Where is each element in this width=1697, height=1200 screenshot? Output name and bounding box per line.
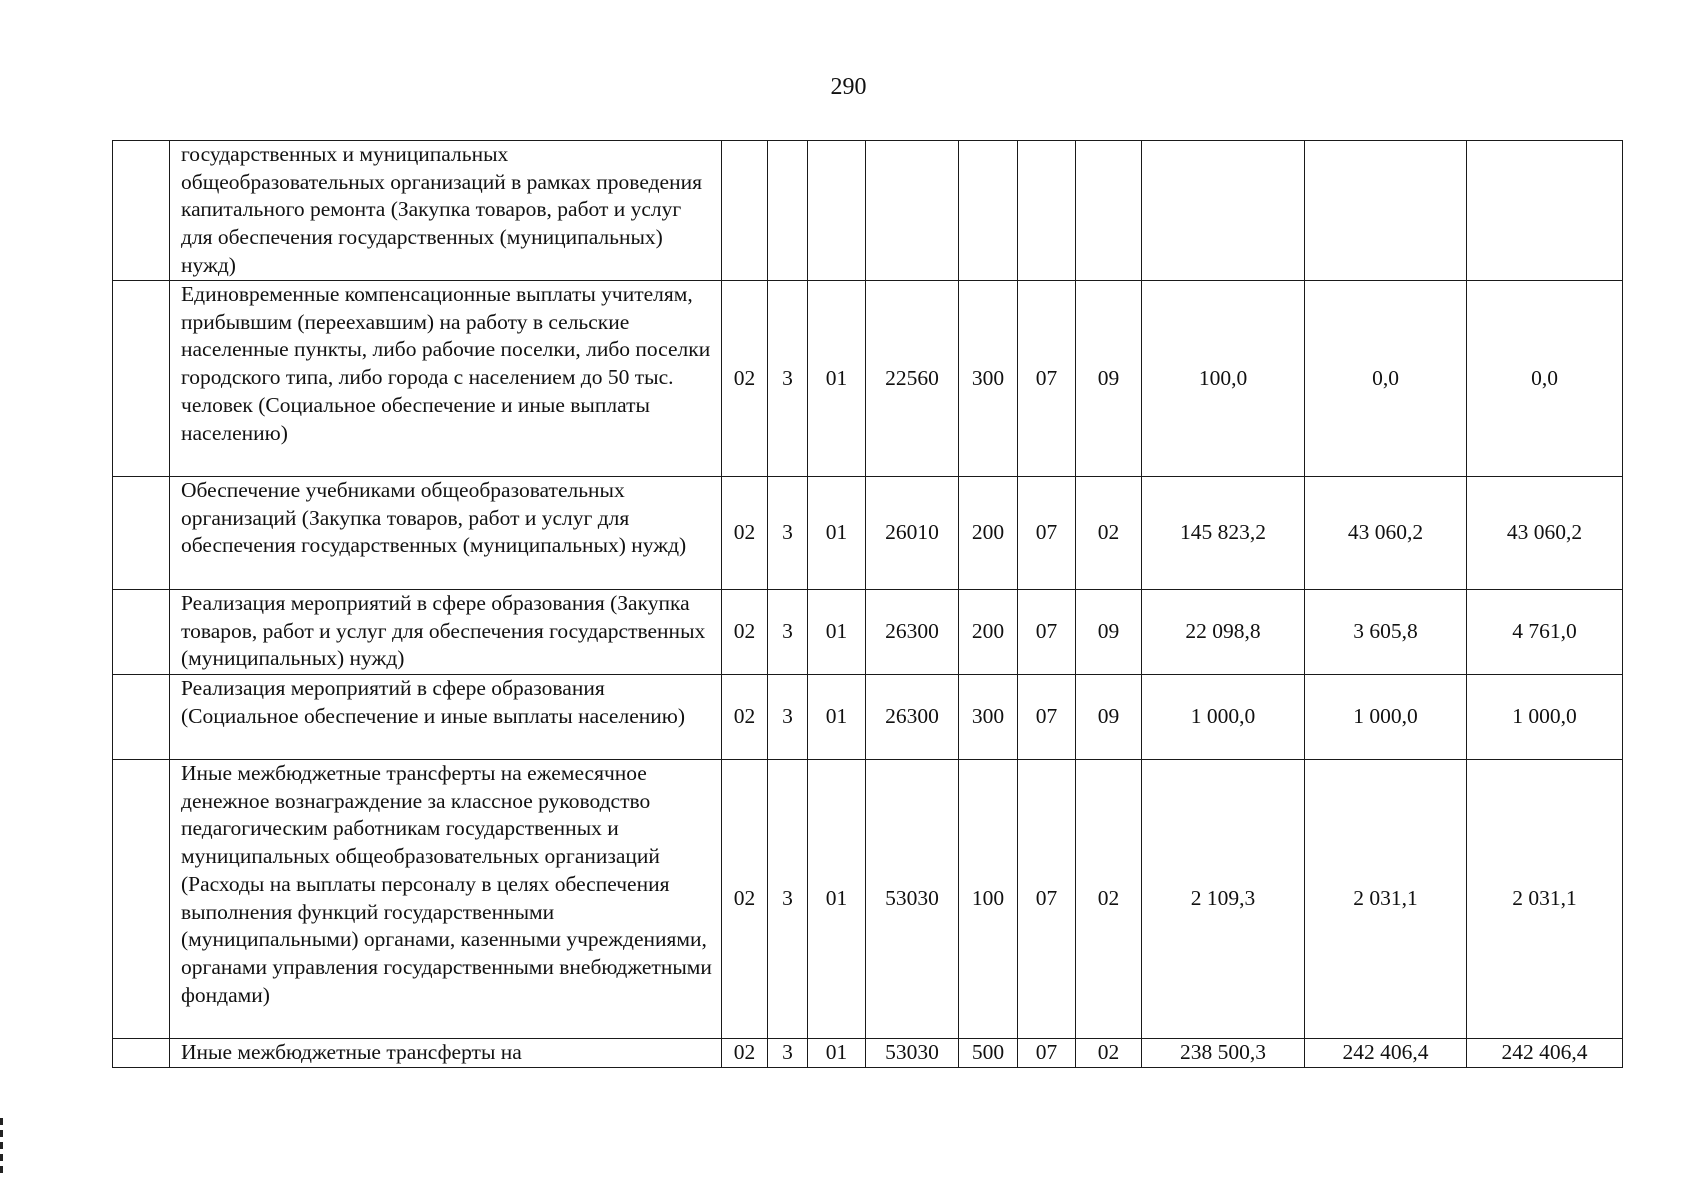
- subsection-code-cell: 02: [1076, 1039, 1142, 1068]
- row-number-cell: [113, 477, 170, 590]
- page-number: 290: [830, 74, 867, 100]
- row-number-cell: [113, 675, 170, 760]
- table-row: [113, 760, 1623, 1039]
- section-code-cell: 07: [1018, 590, 1076, 675]
- direction-code-cell: [866, 141, 959, 281]
- program-code-cell: 02: [722, 477, 768, 590]
- direction-code-cell: 53030: [866, 760, 959, 1039]
- program-code-cell: 02: [722, 590, 768, 675]
- subsection-code-cell: 09: [1076, 675, 1142, 760]
- direction-code-cell: 26300: [866, 590, 959, 675]
- section-code-cell: [1018, 141, 1076, 281]
- amount-year3-cell: [1467, 141, 1623, 281]
- budget-table-body: [113, 141, 1623, 1068]
- program-code-cell: 02: [722, 675, 768, 760]
- amount-year3-cell: 2 031,1: [1467, 760, 1623, 1039]
- subsection-code-cell: [1076, 141, 1142, 281]
- amount-year1-cell: 238 500,3: [1142, 1039, 1305, 1068]
- expense-type-cell: 200: [959, 477, 1018, 590]
- subprogram-code-cell: 3: [768, 760, 808, 1039]
- subprogram-code-cell: 3: [768, 590, 808, 675]
- section-code-cell: 07: [1018, 760, 1076, 1039]
- program-code-cell: 02: [722, 281, 768, 477]
- section-code-cell: 07: [1018, 675, 1076, 760]
- amount-year2-cell: 2 031,1: [1305, 760, 1467, 1039]
- expense-name-cell: Реализация мероприятий в сфере образования (Социальное обеспечение и иные выплаты населению): [170, 675, 722, 760]
- subprogram-code-cell: [768, 141, 808, 281]
- amount-year2-cell: 242 406,4: [1305, 1039, 1467, 1068]
- expense-name-cell: Иные межбюджетные трансферты на: [170, 1039, 722, 1068]
- amount-year2-cell: 0,0: [1305, 281, 1467, 477]
- expense-type-cell: 200: [959, 590, 1018, 675]
- amount-year2-cell: 1 000,0: [1305, 675, 1467, 760]
- section-code-cell: 07: [1018, 477, 1076, 590]
- row-number-cell: [113, 281, 170, 477]
- amount-year3-cell: 0,0: [1467, 281, 1623, 477]
- event-code-cell: 01: [808, 760, 866, 1039]
- row-number-cell: [113, 141, 170, 281]
- subprogram-code-cell: 3: [768, 477, 808, 590]
- subsection-code-cell: 09: [1076, 590, 1142, 675]
- table-row: [113, 141, 1623, 281]
- expense-name-cell: Обеспечение учебниками общеобразовательных организаций (Закупка товаров, работ и услуг для обеспечения государственных (муниципальных) нужд): [170, 477, 722, 590]
- amount-year3-cell: 43 060,2: [1467, 477, 1623, 590]
- section-code-cell: 07: [1018, 281, 1076, 477]
- scan-edge-marks: [0, 1118, 3, 1178]
- amount-year3-cell: 4 761,0: [1467, 590, 1623, 675]
- program-code-cell: 02: [722, 760, 768, 1039]
- subprogram-code-cell: 3: [768, 1039, 808, 1068]
- row-number-cell: [113, 590, 170, 675]
- expense-type-cell: 300: [959, 281, 1018, 477]
- subprogram-code-cell: 3: [768, 281, 808, 477]
- program-code-cell: [722, 141, 768, 281]
- amount-year1-cell: [1142, 141, 1305, 281]
- direction-code-cell: 26300: [866, 675, 959, 760]
- amount-year2-cell: 3 605,8: [1305, 590, 1467, 675]
- row-number-cell: [113, 1039, 170, 1068]
- expense-type-cell: 100: [959, 760, 1018, 1039]
- program-code-cell: 02: [722, 1039, 768, 1068]
- budget-table: [112, 140, 1623, 1068]
- table-row: [113, 675, 1623, 760]
- row-number-cell: [113, 760, 170, 1039]
- event-code-cell: 01: [808, 477, 866, 590]
- event-code-cell: 01: [808, 1039, 866, 1068]
- expense-name-cell: Единовременные компенсационные выплаты учителям, прибывшим (переехавшим) на работу в сельские населенные пункты, либо рабочие поселки, либо поселки городского типа, либо города с населением до 50 тыс. человек (Социальное обеспечение и иные выплаты населению): [170, 281, 722, 477]
- amount-year2-cell: 43 060,2: [1305, 477, 1467, 590]
- amount-year2-cell: [1305, 141, 1467, 281]
- event-code-cell: [808, 141, 866, 281]
- table-row: [113, 281, 1623, 477]
- amount-year1-cell: 2 109,3: [1142, 760, 1305, 1039]
- direction-code-cell: 53030: [866, 1039, 959, 1068]
- table-row: [113, 477, 1623, 590]
- amount-year3-cell: 242 406,4: [1467, 1039, 1623, 1068]
- subsection-code-cell: 02: [1076, 477, 1142, 590]
- direction-code-cell: 26010: [866, 477, 959, 590]
- amount-year1-cell: 100,0: [1142, 281, 1305, 477]
- amount-year1-cell: 1 000,0: [1142, 675, 1305, 760]
- expense-type-cell: 300: [959, 675, 1018, 760]
- subsection-code-cell: 02: [1076, 760, 1142, 1039]
- table-row: [113, 590, 1623, 675]
- amount-year1-cell: 22 098,8: [1142, 590, 1305, 675]
- expense-type-cell: [959, 141, 1018, 281]
- event-code-cell: 01: [808, 590, 866, 675]
- section-code-cell: 07: [1018, 1039, 1076, 1068]
- amount-year3-cell: 1 000,0: [1467, 675, 1623, 760]
- expense-name-cell: Реализация мероприятий в сфере образования (Закупка товаров, работ и услуг для обеспечения государственных (муниципальных) нужд): [170, 590, 722, 675]
- expense-name-cell: Иные межбюджетные трансферты на ежемесячное денежное вознаграждение за классное руководство педагогическим работникам государственных и муниципальных общеобразовательных организаций (Расходы на выплаты персоналу в целях обеспечения выполнения функций государственными (муниципальными) органами, казенными учреждениями, органами управления государственными внебюджетными фондами): [170, 760, 722, 1039]
- expense-type-cell: 500: [959, 1039, 1018, 1068]
- subsection-code-cell: 09: [1076, 281, 1142, 477]
- expense-name-cell: государственных и муниципальных общеобразовательных организаций в рамках проведения капитального ремонта (Закупка товаров, работ и услуг для обеспечения государственных (муниципальных) нужд): [170, 141, 722, 281]
- direction-code-cell: 22560: [866, 281, 959, 477]
- amount-year1-cell: 145 823,2: [1142, 477, 1305, 590]
- event-code-cell: 01: [808, 675, 866, 760]
- event-code-cell: 01: [808, 281, 866, 477]
- table-row: [113, 1039, 1623, 1068]
- subprogram-code-cell: 3: [768, 675, 808, 760]
